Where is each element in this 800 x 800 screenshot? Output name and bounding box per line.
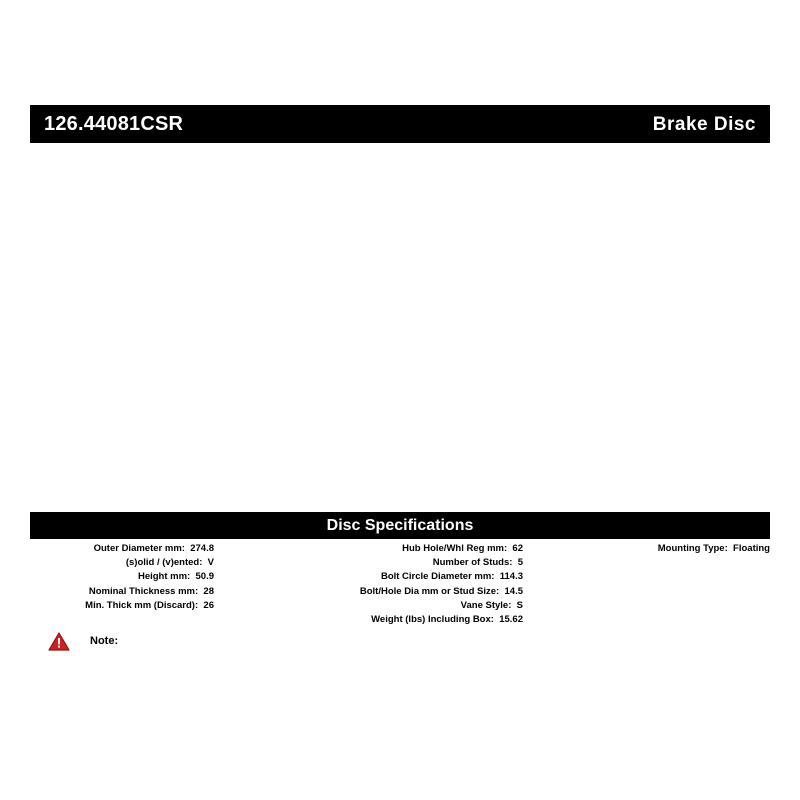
- spec-value: 5: [517, 557, 523, 569]
- spec-row: [276, 613, 523, 627]
- spec-value: Floating: [733, 543, 770, 554]
- spec-label: Nominal Thickness mm:: [88, 585, 201, 597]
- specs-column-2: [276, 542, 523, 627]
- spec-row: [30, 585, 214, 599]
- product-image-area: [30, 150, 770, 500]
- spec-row: [30, 570, 214, 584]
- spec-label: Mounting Type:: [657, 543, 731, 554]
- spec-value: 28: [203, 585, 214, 597]
- spec-label: Number of Studs:: [432, 557, 516, 569]
- spec-row: [276, 556, 523, 570]
- spec-value: 15.62: [499, 614, 523, 626]
- spec-label: Min. Thick mm (Discard):: [85, 599, 201, 611]
- spec-row: [30, 556, 214, 570]
- spec-row: [276, 599, 523, 613]
- spec-row: [276, 585, 523, 599]
- part-number: 126.44081CSR: [44, 113, 184, 135]
- spec-row: [276, 542, 523, 556]
- spec-value: V: [207, 557, 214, 569]
- note-label: Note:: [90, 635, 119, 647]
- spec-value: 114.3: [499, 571, 523, 583]
- spec-label: Hub Hole/Whl Reg mm:: [402, 543, 510, 554]
- note-row: [48, 632, 124, 651]
- spec-label: Bolt Circle Diameter mm:: [380, 571, 498, 583]
- spec-value: 26: [203, 599, 214, 611]
- spec-label: Outer Diameter mm:: [93, 543, 188, 554]
- header-bar: [30, 105, 770, 143]
- spec-value: 50.9: [195, 571, 214, 583]
- specs-column-1: [30, 542, 276, 613]
- spec-value: 274.8: [190, 543, 214, 554]
- spec-row: [30, 542, 214, 556]
- spec-row: [276, 570, 523, 584]
- warning-triangle-icon: [48, 632, 70, 651]
- spec-label: Bolt/Hole Dia mm or Stud Size:: [359, 585, 502, 597]
- spec-value: 14.5: [504, 585, 523, 597]
- spec-label: Vane Style:: [460, 599, 515, 611]
- spec-row: [30, 599, 214, 613]
- spec-value: 62: [512, 543, 523, 554]
- product-type: Brake Disc: [652, 113, 756, 135]
- spec-label: Height mm:: [137, 571, 193, 583]
- spec-row: [523, 542, 770, 556]
- specs-table: [30, 542, 770, 627]
- specs-column-3: [523, 542, 770, 556]
- spec-label: (s)olid / (v)ented:: [125, 557, 206, 569]
- specs-section-title: Disc Specifications: [326, 516, 474, 534]
- spec-label: Weight (lbs) Including Box:: [371, 614, 497, 626]
- spec-value: S: [516, 599, 523, 611]
- specs-section-header: [30, 512, 770, 539]
